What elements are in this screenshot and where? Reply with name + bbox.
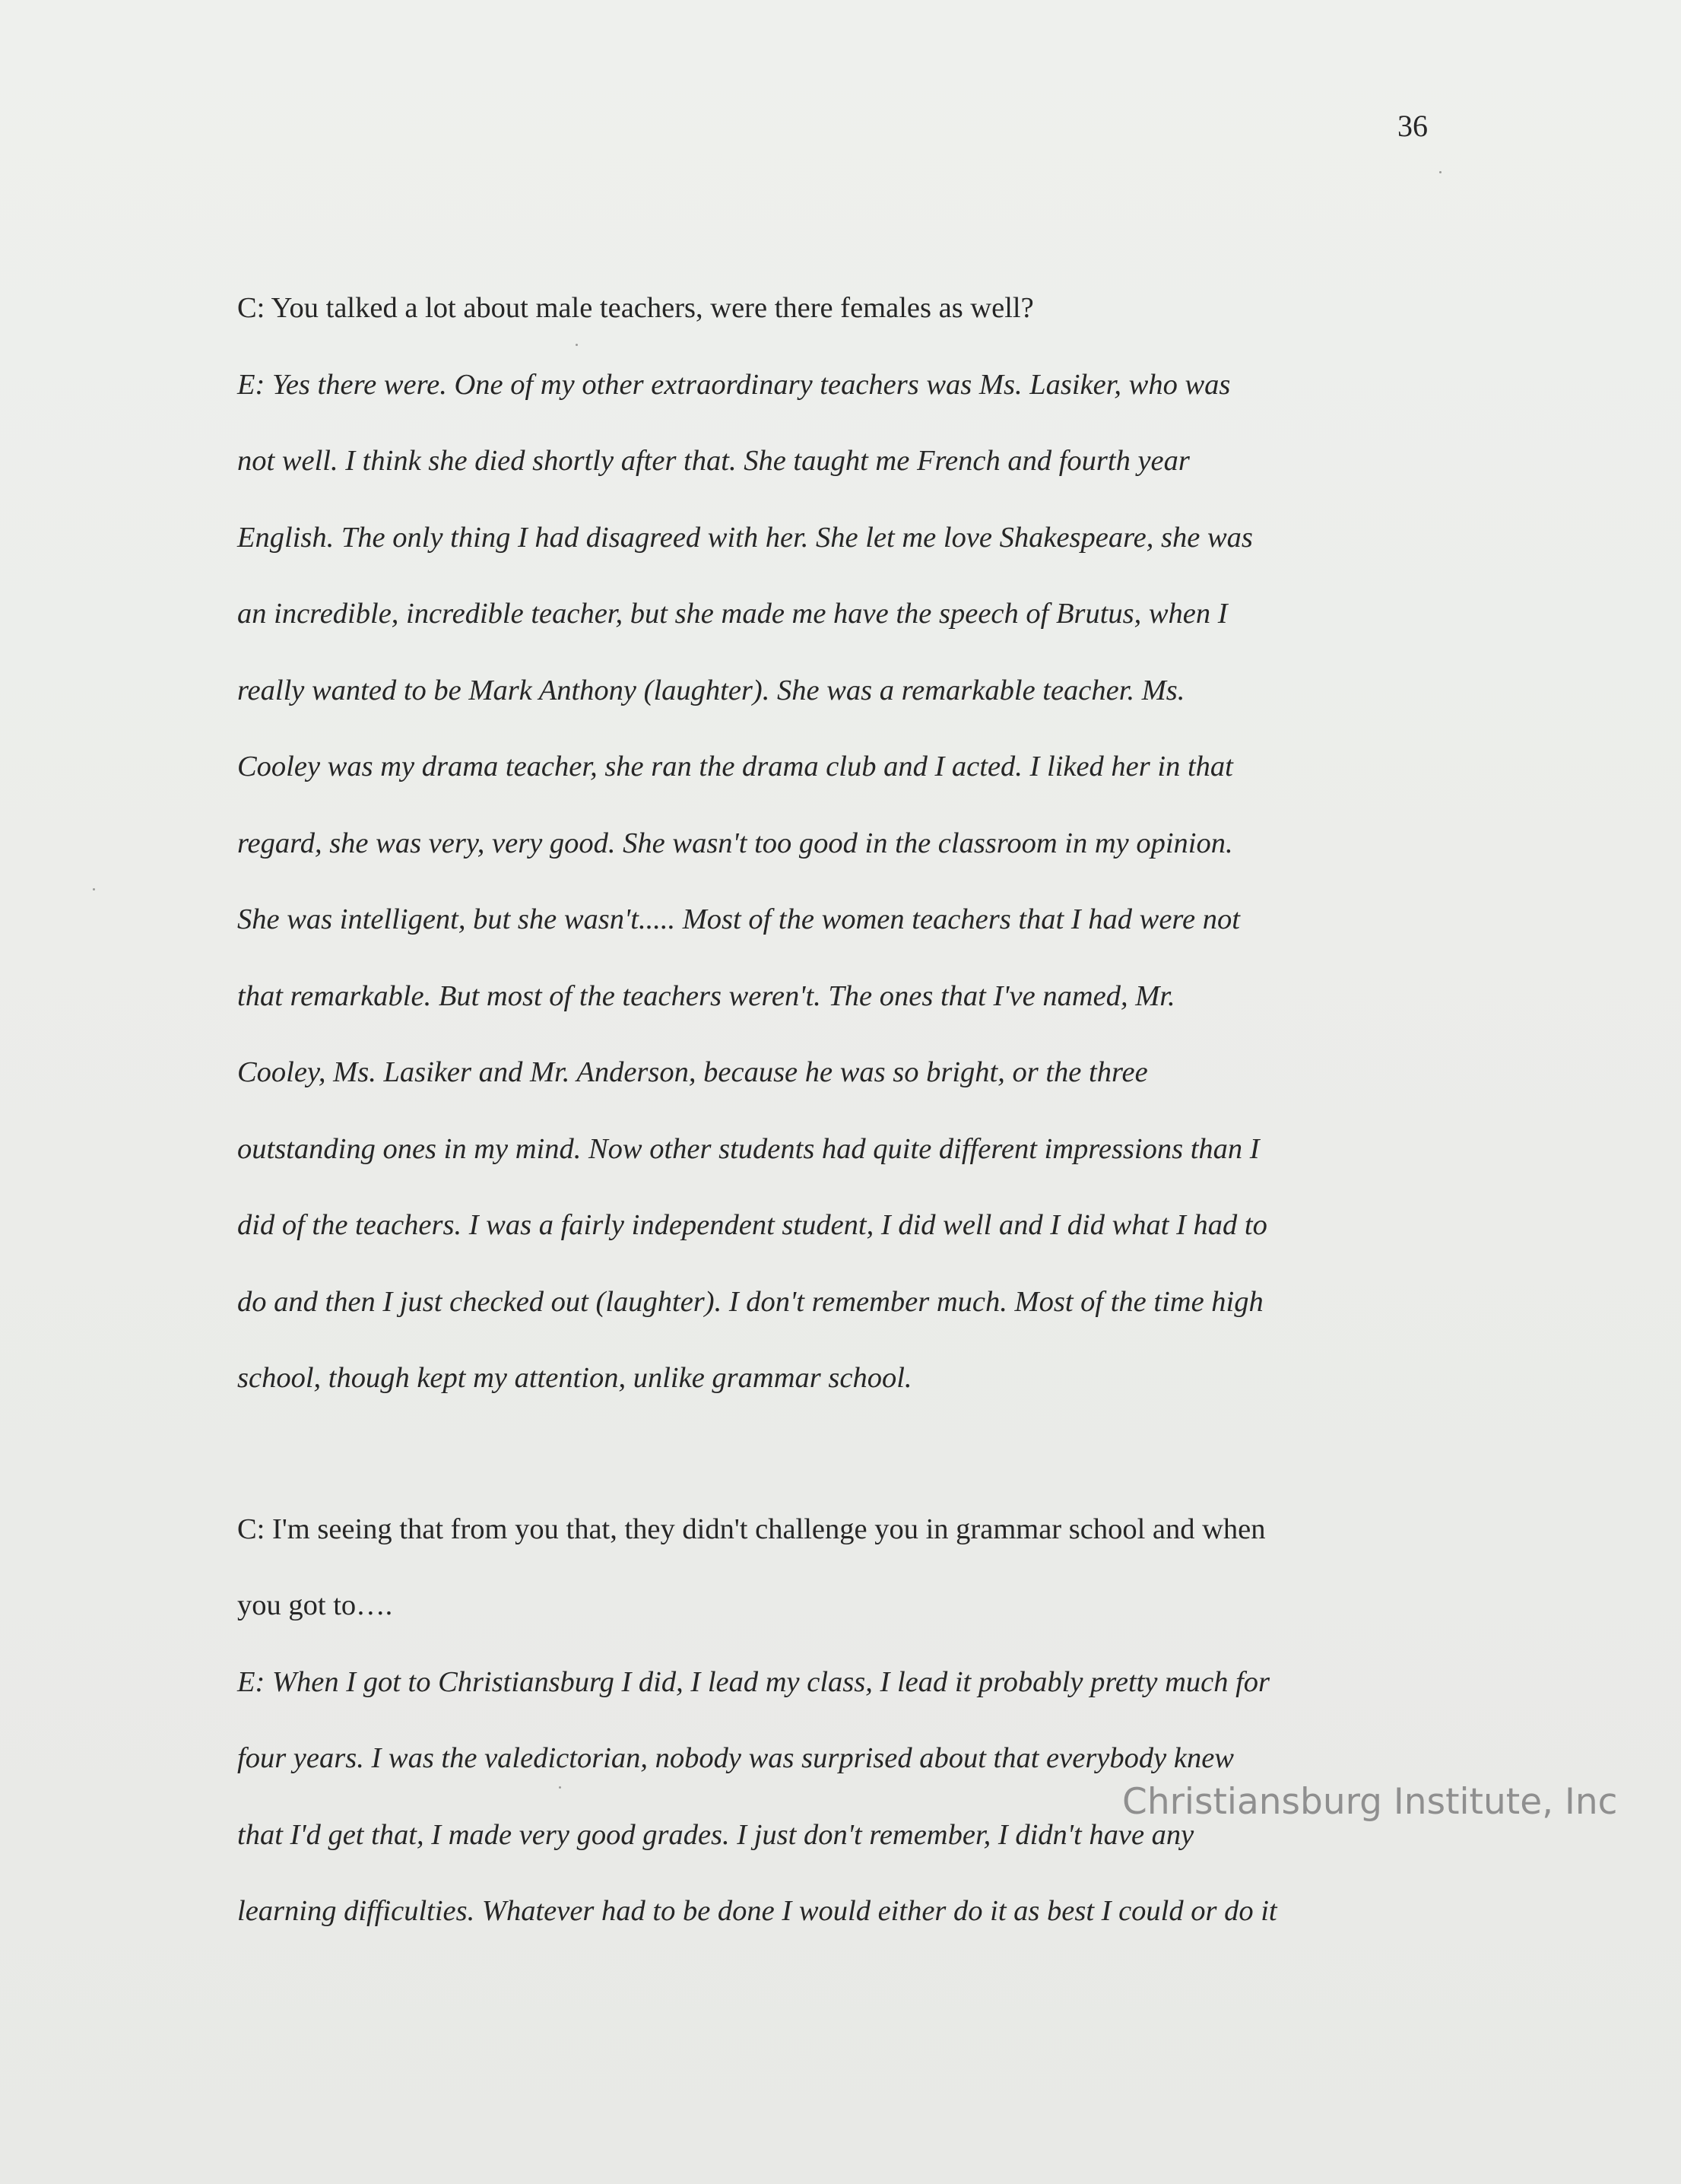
- scan-speck: [559, 1786, 561, 1789]
- question-line: C: I'm seeing that from you that, they didn't challenge you in grammar school and when: [237, 1513, 1266, 1545]
- answer-line: that I'd get that, I made very good grades. I just don't remember, I didn't have any: [237, 1818, 1194, 1851]
- scan-speck: [1439, 171, 1442, 173]
- answer-line: really wanted to be Mark Anthony (laughter). She was a remarkable teacher. Ms.: [237, 674, 1185, 706]
- answer-line: that remarkable. But most of the teachers weren't. The ones that I've named, Mr.: [237, 979, 1175, 1012]
- answer-line: Cooley was my drama teacher, she ran the drama club and I acted. I liked her in that: [237, 751, 1233, 782]
- scan-speck: [576, 344, 578, 346]
- answer-line: regard, she was very, very good. She wasn't too good in the classroom in my opinion.: [237, 827, 1233, 859]
- answer-line: school, though kept my attention, unlike grammar school.: [237, 1362, 912, 1394]
- transcript-body: [237, 285, 1438, 1965]
- answer-line: four years. I was the valedictorian, nobody was surprised about that everybody knew: [237, 1742, 1234, 1774]
- answer-line: outstanding ones in my mind. Now other students had quite different impressions than I: [237, 1132, 1260, 1165]
- watermark: Christiansburg Institute, Inc: [1122, 1781, 1618, 1823]
- paragraph-gap: [237, 1432, 1438, 1506]
- answer-line: did of the teachers. I was a fairly independent student, I did well and I did what I had to: [237, 1209, 1267, 1241]
- answer-line: Cooley, Ms. Lasiker and Mr. Anderson, because he was so bright, or the three: [237, 1056, 1148, 1088]
- answer-line: English. The only thing I had disagreed with her. She let me love Shakespeare, she was: [237, 521, 1253, 554]
- page-number: 36: [1397, 109, 1428, 143]
- answer-line: an incredible, incredible teacher, but she made me have the speech of Brutus, when I: [237, 598, 1228, 630]
- answer-line: E: When I got to Christiansburg I did, I lead my class, I lead it probably pretty much for: [237, 1665, 1270, 1698]
- answer-line: E: Yes there were. One of my other extraordinary teachers was Ms. Lasiker, who was: [237, 368, 1231, 401]
- question-line: you got to….: [237, 1589, 393, 1621]
- answer-line: not well. I think she died shortly after that. She taught me French and fourth year: [237, 445, 1190, 477]
- scan-speck: [93, 888, 95, 890]
- answer-line: do and then I just checked out (laughter). I don't remember much. Most of the time high: [237, 1285, 1264, 1318]
- answer-line: learning difficulties. Whatever had to be done I would either do it as best I could or do it: [237, 1895, 1277, 1927]
- question-line: C: You talked a lot about male teachers, were there females as well?: [237, 292, 1034, 324]
- answer-line: She was intelligent, but she wasn't..... Most of the women teachers that I had were not: [237, 903, 1240, 935]
